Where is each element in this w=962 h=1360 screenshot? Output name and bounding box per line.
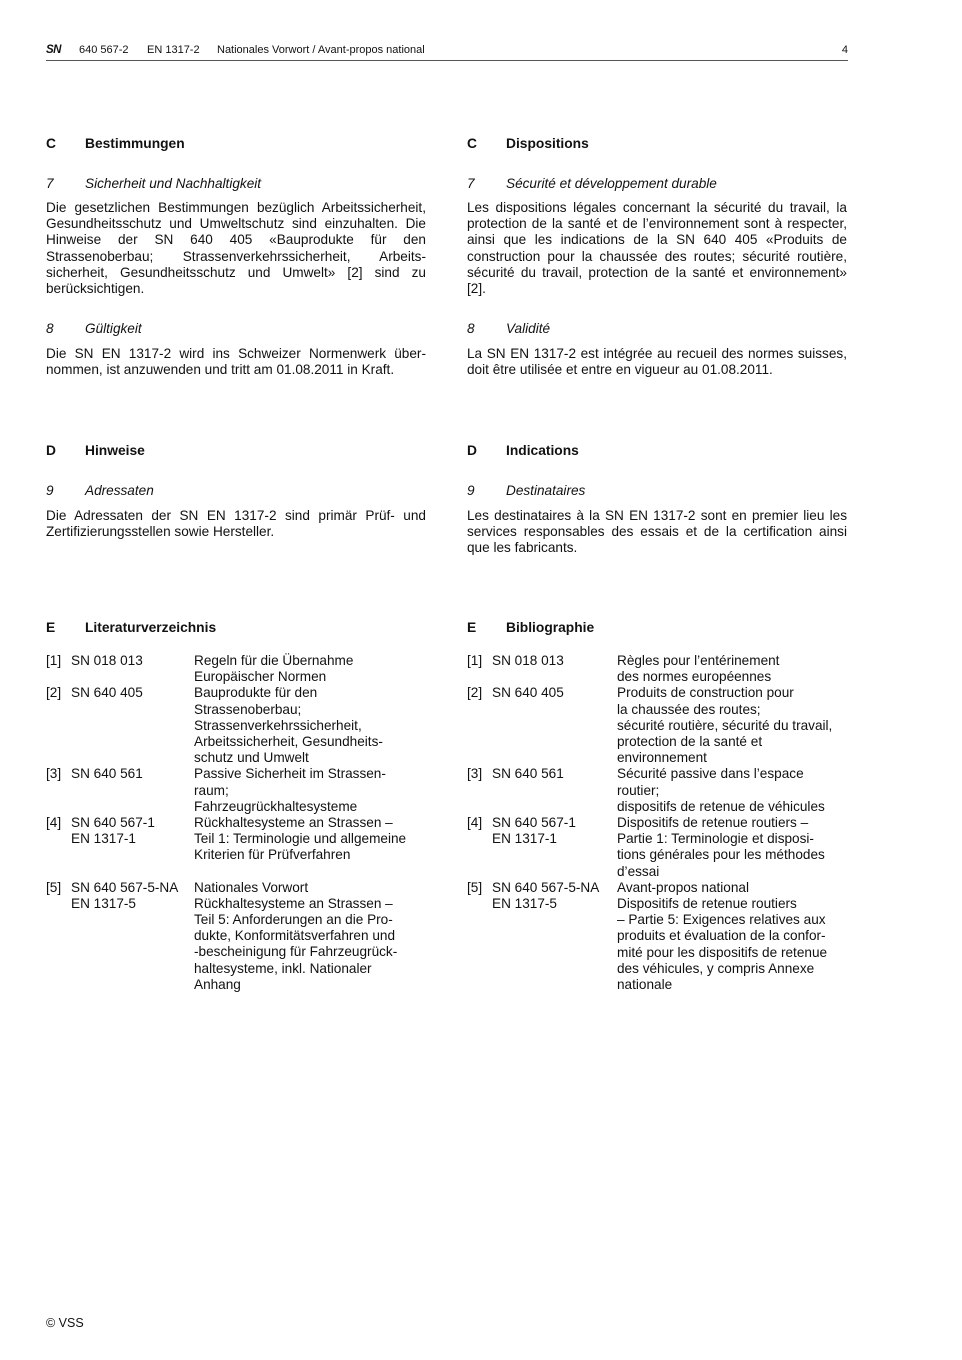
sub-number: 9	[46, 483, 54, 498]
sub-8-text: Die SN EN 1317-2 wird ins Schweizer Normenwerk übernommen, ist anzuwenden und tritt am 01.08.2011 in Kraft.	[46, 346, 426, 378]
entry-index: [4]	[46, 815, 62, 831]
entry-description: Règles pour l’entérinement des normes européennes	[617, 653, 780, 685]
entry-standard: SN 640 567-5-NA EN 1317-5	[71, 879, 179, 911]
bibliography-list	[467, 653, 852, 993]
entry-standard: SN 640 567-1 EN 1317-1	[492, 815, 576, 847]
en-number: EN 1317-2	[147, 44, 200, 56]
bibliography-entry	[467, 815, 852, 880]
sub-number: 8	[46, 321, 54, 336]
entry-index: [2]	[46, 685, 62, 701]
sub-9-text: Die Adressaten der SN EN 1317-2 sind primär Prüf- und Zertifizierungsstellen sowie Hersteller.	[46, 508, 426, 540]
section-title: Bestimmungen	[85, 136, 185, 151]
entry-standard: SN 640 561	[71, 766, 143, 782]
sub-title: Sicherheit und Nachhaltigkeit	[85, 176, 262, 191]
entry-description: Produits de construction pour la chaussée des routes; sécurité routière, sécurité du travail, protection de la santé et environnement	[617, 685, 833, 766]
entry-description: Rückhaltesysteme an Strassen – Teil 1: Terminologie und allgemeine Kriterien für Prüfverfahren	[194, 815, 407, 863]
sub-8-text: La SN EN 1317-2 est intégrée au recueil des normes suisses, doit être utilisée et entre en vigueur au 01.08.2011.	[467, 346, 847, 378]
entry-standard: SN 640 567-5-NA EN 1317-5	[492, 879, 600, 912]
copyright-footer: © VSS	[46, 1316, 84, 1330]
header-title: Nationales Vorwort / Avant-propos national	[217, 44, 425, 56]
bibliography-entry	[467, 766, 852, 815]
section-letter: C	[46, 136, 56, 151]
entry-description: Sécurité passive dans l’espace routier; dispositifs de retenue de véhicules	[617, 766, 825, 814]
bibliography-entry	[467, 653, 852, 685]
entry-description: Regeln für die Übernahme Europäischer Normen	[194, 653, 354, 685]
entry-index: [5]	[46, 879, 62, 895]
entry-standard: SN 018 013	[71, 653, 143, 668]
entry-description: Nationales Vorwort Rückhaltesysteme an Strassen – Teil 5: Anforderungen an die Pro- dukte, Konformitätsverfahren und -bescheinigung für Fahrzeugrück- haltesysteme, inkl. Nationaler Anhang	[194, 879, 398, 992]
entry-standard: SN 640 405	[71, 685, 143, 701]
bibliography-list	[46, 653, 431, 993]
sub-number: 8	[467, 321, 475, 336]
section-title: Dispositions	[506, 136, 589, 151]
sub-number: 7	[467, 176, 475, 191]
sub-7-text: Die gesetzlichen Bestimmungen bezüglich Arbeitssicherheit, Gesundheitsschutz und Umweltschutz sind einzuhalten. Die Hinweise der SN 640 405 «Bauprodukte für den Strassenoberbau; Strassenverkehrssicherheit, Arbeitssicherheit, Gesundheitsschutz und Umwelt» [2] sind zu berücksichtigen.	[46, 200, 426, 297]
bibliography-entry	[46, 766, 431, 815]
entry-standard: SN 640 561	[492, 766, 564, 782]
bibliography-entry	[46, 880, 431, 993]
sub-title: Sécurité et développement durable	[506, 176, 717, 191]
sub-title: Adressaten	[85, 483, 154, 498]
sub-title: Destinataires	[506, 483, 586, 498]
section-title: Bibliographie	[506, 620, 595, 635]
sub-number: 7	[46, 176, 54, 191]
entry-description: Bauprodukte für den Strassenoberbau; Strassenverkehrssicherheit, Arbeitssicherheit, Gesundheits- schutz und Umwelt	[194, 685, 383, 766]
entry-index: [2]	[467, 685, 483, 701]
bibliography-entry	[467, 880, 852, 993]
bibliography-entry	[46, 815, 431, 864]
page-header	[46, 44, 848, 61]
sub-number: 9	[467, 483, 475, 498]
sub-title: Validité	[506, 321, 551, 336]
entry-description: Dispositifs de retenue routiers – Partie 1: Terminologie et disposi- tions générales pour les méthodes d’essai	[617, 815, 825, 879]
section-title: Hinweise	[85, 443, 145, 458]
page-number: 4	[841, 44, 848, 56]
entry-index: [5]	[467, 879, 483, 895]
entry-index: [4]	[467, 815, 483, 831]
section-letter: C	[467, 136, 477, 151]
doc-number: 640 567-2	[79, 44, 129, 56]
section-title: Indications	[506, 443, 579, 458]
bibliography-entry	[46, 685, 431, 766]
sub-title: Gültigkeit	[85, 321, 142, 336]
sub-9-text: Les destinataires à la SN EN 1317-2 sont en premier lieu les services responsables des essais et de la certification ainsi que les fabricants.	[467, 508, 847, 556]
section-letter: E	[46, 620, 56, 635]
section-letter: D	[46, 443, 56, 458]
entry-index: [3]	[467, 766, 483, 782]
section-letter: D	[467, 443, 477, 458]
entry-standard: SN 018 013	[492, 653, 564, 668]
section-letter: E	[467, 620, 477, 635]
entry-index: [1]	[467, 653, 483, 668]
sn-logo: SN	[46, 44, 61, 56]
sub-7-text: Les dispositions légales concernant la sécurité du travail, la protection de la santé et de l’environnement sont à respecter, ainsi que les indications de la SN 640 405 «Produits de construction pour la chaussée des routes; sécurité routière, sécurité du travail, protection de la santé et environnement» [2].	[467, 200, 847, 297]
entry-index: [1]	[46, 653, 62, 668]
bibliography-entry	[467, 685, 852, 766]
entry-standard: SN 640 405	[492, 685, 564, 701]
entry-description: Avant-propos national Dispositifs de retenue routiers – Partie 5: Exigences relatives aux produits et évaluation de la confor- mité pour les dispositifs de retenue des véhicules, y compris Annexe nationale	[617, 879, 828, 993]
entry-index: [3]	[46, 766, 62, 782]
section-title: Literaturverzeichnis	[85, 620, 217, 635]
bibliography-entry	[46, 653, 431, 685]
entry-description: Passive Sicherheit im Strassen- raum; Fahrzeugrückhaltesysteme	[194, 766, 386, 814]
entry-standard: SN 640 567-1 EN 1317-1	[71, 815, 155, 847]
